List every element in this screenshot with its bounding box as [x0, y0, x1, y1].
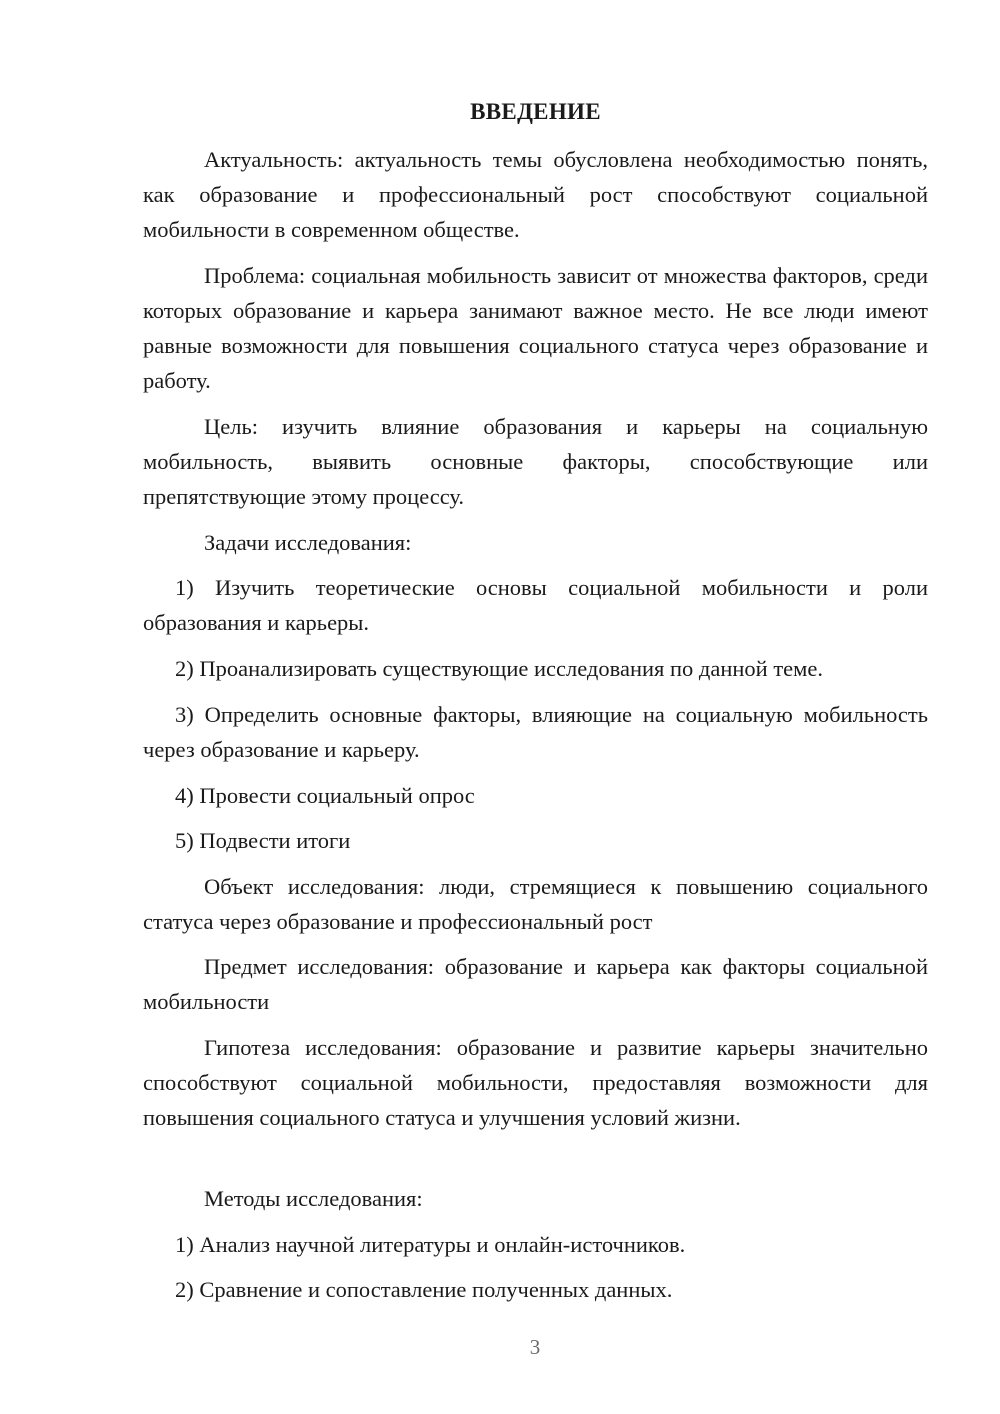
paragraph-hypothesis: Гипотеза исследования: образование и развитие карьеры значительно способствуют социальной мобильности, предоставляя возможности для повышения социального статуса и улучшения условий жизни. — [143, 1035, 928, 1130]
paragraph-relevance: Актуальность: актуальность темы обусловлена необходимостью понять, как образование и профессиональный рост способствуют социальной мобильности в современном обществе. — [143, 147, 928, 242]
task-item-4: 4) Провести социальный опрос — [175, 783, 475, 808]
paragraph-methods-heading: Методы исследования: — [204, 1186, 423, 1211]
paragraph-tasks-heading: Задачи исследования: — [204, 530, 412, 555]
method-item-1: 1) Анализ научной литературы и онлайн-источников. — [175, 1232, 686, 1257]
task-item-3: 3) Определить основные факторы, влияющие на социальную мобильность через образование и карьеру. — [143, 702, 928, 762]
paragraph-object: Объект исследования: люди, стремящиеся к повышению социального статуса через образование и профессиональный рост — [143, 874, 928, 934]
task-item-2: 2) Проанализировать существующие исследования по данной теме. — [175, 656, 824, 681]
page-title: ВВЕДЕНИЕ — [470, 99, 601, 124]
task-item-1: 1) Изучить теоретические основы социальной мобильности и роли образования и карьеры. — [143, 575, 928, 635]
page-number: 3 — [529, 1335, 541, 1359]
method-item-2: 2) Сравнение и сопоставление полученных данных. — [175, 1277, 673, 1302]
paragraph-goal: Цель: изучить влияние образования и карьеры на социальную мобильность, выявить основные факторы, способствующие или препятствующие этому процессу. — [143, 414, 928, 509]
task-item-5: 5) Подвести итоги — [175, 828, 351, 853]
paragraph-problem: Проблема: социальная мобильность зависит от множества факторов, среди которых образование и карьера занимают важное место. Не все люди имеют равные возможности для повышения социального статуса через образование и работу. — [143, 263, 928, 393]
paragraph-subject: Предмет исследования: образование и карьера как факторы социальной мобильности — [143, 954, 928, 1014]
